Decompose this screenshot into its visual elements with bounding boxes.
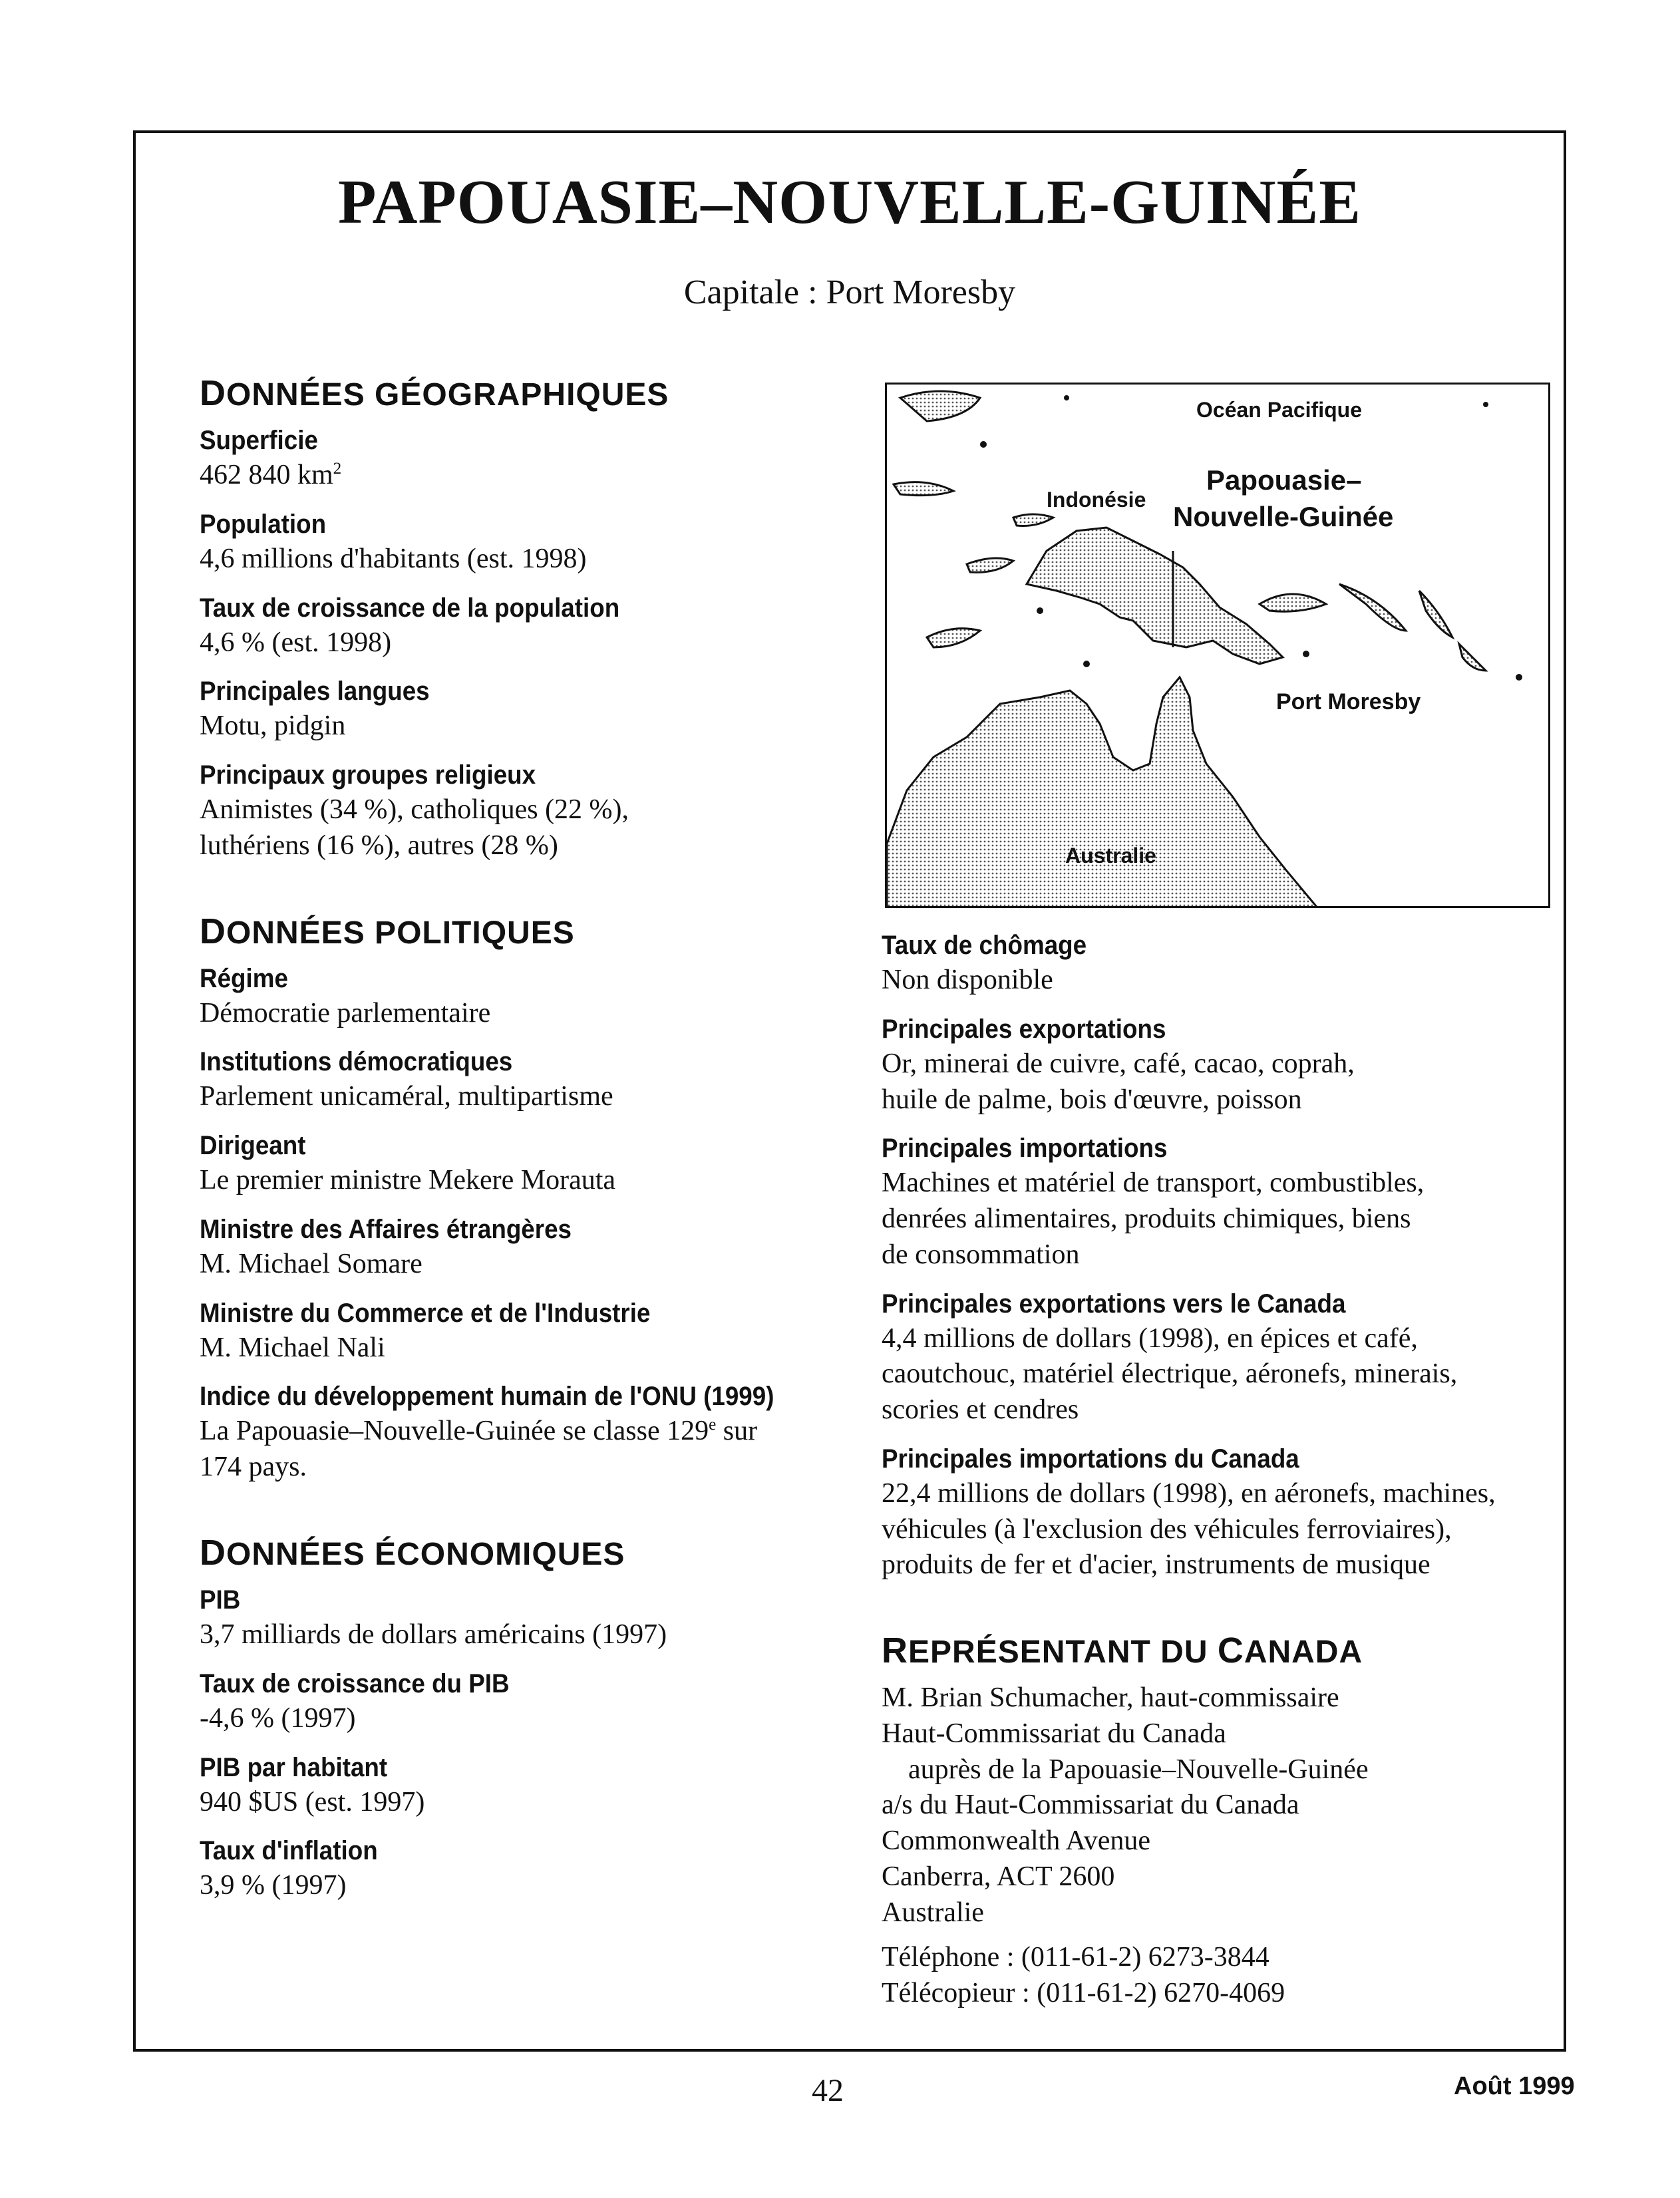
new-ireland-island <box>1339 584 1406 631</box>
export-ca-value-1: 4,4 millions de dollars (1998), en épices et café, <box>882 1323 1418 1354</box>
commerce-item <box>200 1296 918 1366</box>
institutions-value: Parlement unicaméral, multipartisme <box>200 1081 613 1112</box>
page-number: 42 <box>812 2073 844 2108</box>
export-ca-value-3: scories et cendres <box>882 1394 1079 1425</box>
institutions-label: Institutions démocratiques <box>200 1047 513 1077</box>
religions-item <box>200 758 918 864</box>
pol-section <box>200 911 918 1486</box>
import-ca-item <box>882 1442 1547 1583</box>
new-britain-island <box>1260 594 1326 611</box>
import-ca-label: Principales importations du Canada <box>882 1444 1299 1474</box>
import-value-3: de consommation <box>882 1239 1080 1270</box>
australia-landmass <box>887 677 1319 908</box>
pib-hab-value: 940 $US (est. 1997) <box>200 1786 425 1817</box>
page-title: PAPOUASIE–NOUVELLE-GUINÉE <box>338 168 1361 237</box>
export-ca-item <box>882 1287 1547 1428</box>
regime-label: Régime <box>200 963 288 993</box>
rep-line-6: Canberra, ACT 2600 <box>882 1861 1115 1892</box>
affaires-value: M. Michael Somare <box>200 1248 422 1279</box>
commerce-value: M. Michael Nali <box>200 1332 385 1363</box>
western-islands <box>894 482 953 496</box>
dirigeant-label: Dirigeant <box>200 1131 306 1161</box>
eco-heading: DONNÉES ÉCONOMIQUES <box>200 1532 625 1573</box>
population-label: Population <box>200 509 327 539</box>
north-islands <box>900 391 980 421</box>
regime-item <box>200 961 918 1032</box>
map-port-moresby-label: Port Moresby <box>1276 689 1421 714</box>
institutions-item <box>200 1044 918 1115</box>
croissance-pib-value: -4,6 % (1997) <box>200 1702 356 1734</box>
chomage-value: Non disponible <box>882 965 1053 995</box>
religions-value-1: Animistes (34 %), catholiques (22 %), <box>200 794 629 826</box>
idh-value-2: 174 pays. <box>200 1452 307 1483</box>
croissance-label: Taux de croissance de la population <box>200 593 620 623</box>
croissance-pib-item <box>200 1666 918 1737</box>
pib-item <box>200 1583 918 1653</box>
idh-value-1: La Papouasie–Nouvelle-Guinée se classe 129e sur <box>200 1416 758 1447</box>
left-column <box>200 373 918 1951</box>
export-value-2: huile de palme, bois d'œuvre, poisson <box>882 1084 1302 1115</box>
map-png-label-2: Nouvelle-Guinée <box>1173 501 1394 532</box>
import-value-1: Machines et matériel de transport, combustibles, <box>882 1168 1425 1199</box>
island-small-4 <box>1419 591 1452 637</box>
religions-value-2: luthériens (16 %), autres (28 %) <box>200 830 558 861</box>
export-value-1: Or, minerai de cuivre, café, cacao, coprah, <box>882 1048 1355 1079</box>
rep-heading: REPRÉSENTANT DU CANADA <box>882 1631 1363 1670</box>
religions-label: Principaux groupes religieux <box>200 760 536 790</box>
rep-line-2: Haut-Commissariat du Canada <box>882 1718 1226 1749</box>
map-graphic <box>887 385 1550 908</box>
chomage-label: Taux de chômage <box>882 931 1087 960</box>
import-ca-value-1: 22,4 millions de dollars (1998), en aéronefs, machines, <box>882 1478 1496 1509</box>
island-small-2 <box>927 629 980 647</box>
langues-value: Motu, pidgin <box>200 710 346 742</box>
pib-value: 3,7 milliards de dollars américains (1997) <box>200 1619 667 1650</box>
new-guinea-landmass <box>1027 528 1283 664</box>
langues-label: Principales langues <box>200 677 430 706</box>
croissance-item <box>200 591 918 661</box>
croissance-value: 4,6 % (est. 1998) <box>200 627 392 658</box>
export-item <box>882 1012 1547 1118</box>
geo-section <box>200 373 918 864</box>
geo-heading: DONNÉES GÉOGRAPHIQUES <box>200 373 669 413</box>
export-ca-value-2: caoutchouc, matériel électrique, aéronefs, minerais, <box>882 1358 1458 1390</box>
superficie-value: 462 840 $km^2$ <box>200 460 342 491</box>
export-ca-label: Principales exportations vers le Canada <box>882 1289 1346 1319</box>
rep-line-3: auprès de la Papouasie–Nouvelle-Guinée <box>908 1754 1369 1785</box>
rep-line-4: a/s du Haut-Commissariat du Canada <box>882 1790 1299 1821</box>
import-ca-value-2: véhicules (à l'exclusion des véhicules ferroviaires), <box>882 1513 1452 1545</box>
dirigeant-item <box>200 1128 918 1199</box>
eco-section <box>200 1532 918 1904</box>
pib-hab-item <box>200 1750 918 1821</box>
import-item <box>882 1131 1547 1273</box>
langues-item <box>200 674 918 744</box>
map-australia-label: Australie <box>1065 844 1156 867</box>
capital-subtitle: Capitale : Port Moresby <box>683 273 1016 311</box>
rep-line-7: Australie <box>882 1897 984 1928</box>
import-value-2: denrées alimentaires, produits chimiques, biens <box>882 1203 1411 1234</box>
island-small-5 <box>1459 644 1486 671</box>
map-png-region <box>885 383 1550 908</box>
idh-item <box>200 1379 918 1486</box>
inflation-label: Taux d'inflation <box>200 1836 378 1866</box>
rep-phone: Téléphone : (011-61-2) 6273-3844 <box>882 1942 1269 1973</box>
map-ocean-label: Océan Pacifique <box>1196 398 1362 422</box>
population-item <box>200 507 918 577</box>
pib-hab-label: PIB par habitant <box>200 1752 388 1782</box>
map-png-label-1: Papouasie– <box>1206 464 1362 496</box>
rep-line-5: Commonwealth Avenue <box>882 1825 1150 1857</box>
superficie-label: Superficie <box>200 426 318 456</box>
footer-date: Août 1999 <box>1454 2072 1575 2100</box>
import-label: Principales importations <box>882 1134 1168 1164</box>
rep-fax: Télécopieur : (011-61-2) 6270-4069 <box>882 1978 1285 2009</box>
superficie-item <box>200 423 918 494</box>
import-ca-value-3: produits de fer et d'acier, instruments de musique <box>882 1549 1430 1581</box>
inflation-value: 3,9 % (1997) <box>200 1870 347 1901</box>
regime-value: Démocratie parlementaire <box>200 997 491 1028</box>
population-value: 4,6 millions d'habitants (est. 1998) <box>200 543 587 574</box>
affaires-label: Ministre des Affaires étrangères <box>200 1214 572 1244</box>
map-indonesia-label: Indonésie <box>1047 488 1146 512</box>
croissance-pib-label: Taux de croissance du PIB <box>200 1668 510 1698</box>
right-column <box>882 928 1547 2058</box>
idh-label: Indice du développement humain de l'ONU (1999) <box>200 1382 774 1412</box>
island-small-3 <box>1013 514 1053 526</box>
dirigeant-value: Le premier ministre Mekere Morauta <box>200 1165 616 1196</box>
rep-section <box>882 1630 1547 2012</box>
chomage-item <box>882 928 1547 999</box>
commerce-label: Ministre du Commerce et de l'Industrie <box>200 1298 651 1328</box>
rep-line-1: M. Brian Schumacher, haut-commissaire <box>882 1682 1339 1714</box>
pol-heading: DONNÉES POLITIQUES <box>200 911 575 951</box>
inflation-item <box>200 1833 918 1904</box>
affaires-item <box>200 1212 918 1283</box>
export-label: Principales exportations <box>882 1014 1166 1044</box>
pib-label: PIB <box>200 1585 241 1615</box>
island-small-1 <box>967 558 1013 572</box>
